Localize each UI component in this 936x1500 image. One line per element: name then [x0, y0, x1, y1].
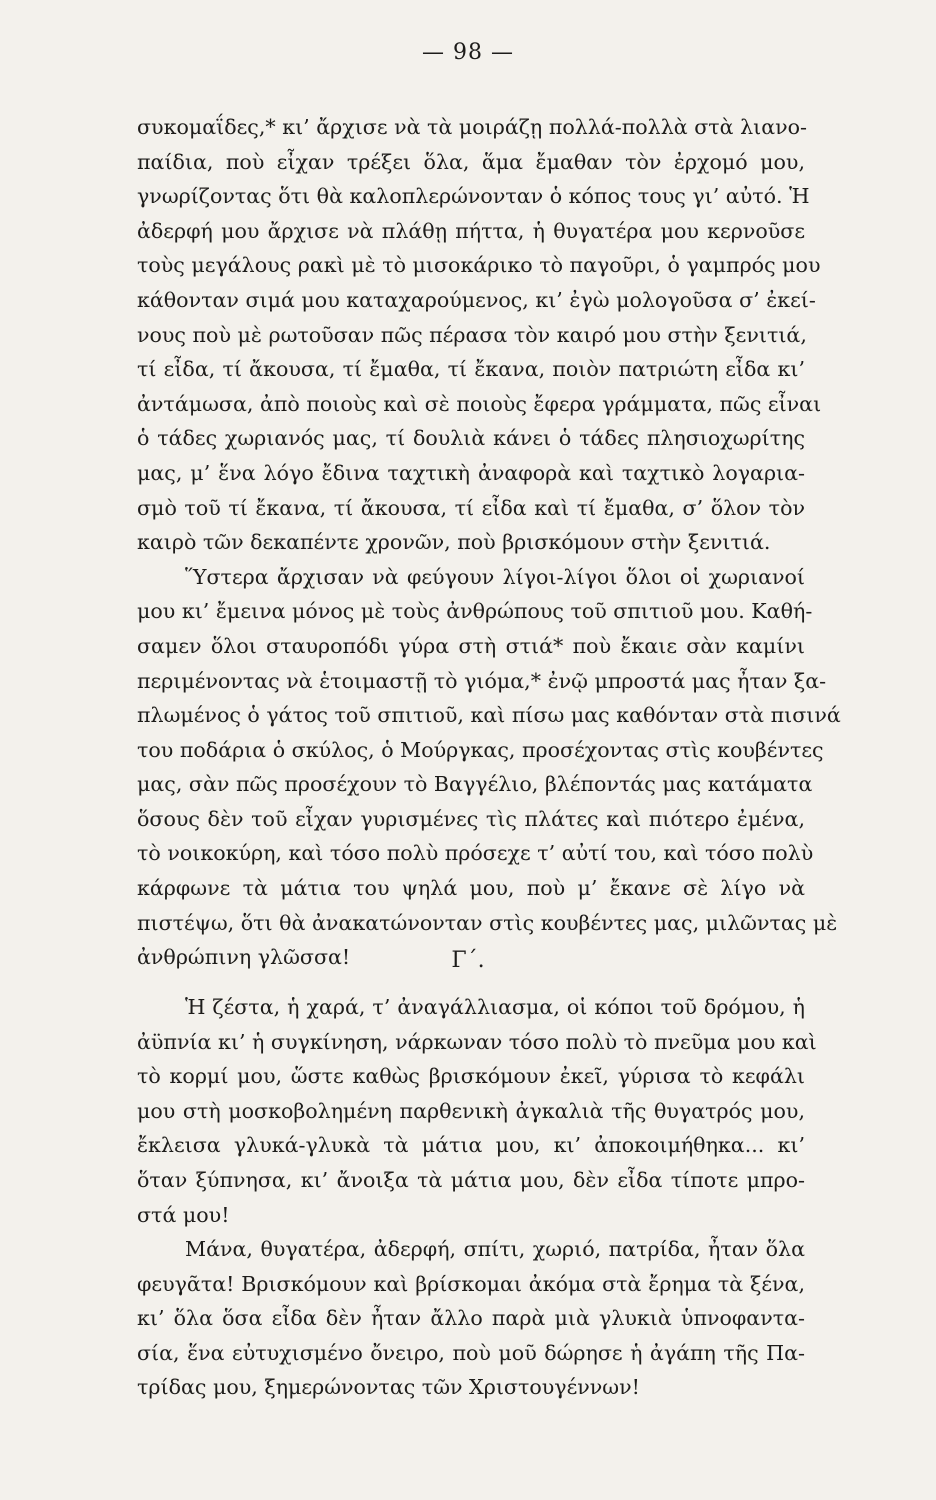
text-line: τί εἶδα, τί ἄκουσα, τί ἔμαθα, τί ἔκανα, ποιὸν πατριώτη εἶδα κι’ [137, 357, 805, 382]
text-line: κάθονταν σιμά μου καταχαρούμενος, κι’ ἐγὼ μολογοῦσα σ’ ἐκεί- [137, 287, 816, 312]
text-line: νους ποὺ μὲ ρωτοῦσαν πῶς πέρασα τὸν καιρό μου στὴν ξενιτιά, [137, 322, 807, 347]
text-line: σία, ἕνα εὐτυχισμένο ὄνειρο, ποὺ μοῦ δώρησε ἡ ἀγάπη τῆς Πα- [137, 1340, 805, 1365]
text-line: κάρφωνε τὰ μάτια του ψηλά μου, ποὺ μ’ ἔκανε σὲ λίγο νὰ [137, 876, 805, 901]
text-line: κι’ ὅλα ὅσα εἶδα δὲν ἦταν ἄλλο παρὰ μιὰ γλυκιὰ ὑπνοφαντα- [137, 1306, 805, 1331]
paragraph [137, 990, 817, 1232]
text-line: ἀϋπνία κι’ ἡ συγκίνηση, νάρκωναν τόσο πολὺ τὸ πνεῦμα μου καὶ [137, 1029, 817, 1054]
text-line: περιμένοντας νὰ ἑτοιμαστῇ τὸ γιόμα,* ἐνῷ μπροστά μας ἦταν ξα- [137, 668, 827, 693]
text-line: συκομαΐδες,* κι’ ἄρχισε νὰ τὰ μοιράζῃ πολλά-πολλὰ στὰ λιανο- [137, 115, 808, 139]
text-line: ἔκλεισα γλυκά-γλυκὰ τὰ μάτια μου, κι’ ἀποκοιμήθηκα... κι’ [137, 1133, 805, 1158]
text-line: τὸ κορμί μου, ὥστε καθὼς βρισκόμουν ἐκεῖ, γύρισα τὸ κεφάλι [137, 1064, 805, 1089]
paragraph-block-lower [137, 1232, 805, 1405]
paragraph-block-middle [137, 990, 817, 1232]
paragraph [137, 1232, 805, 1405]
text-line: Μάνα, θυγατέρα, ἀδερφή, σπίτι, χωριό, πατρίδα, ἦταν ὅλα [185, 1237, 805, 1261]
paragraph [137, 110, 822, 560]
text-line: πλωμένος ὁ γάτος τοῦ σπιτιοῦ, καὶ πίσω μας καθόνταν στὰ πισινά [137, 703, 841, 728]
page-number: — 98 — [422, 40, 514, 65]
text-line: ὅταν ξύπνησα, κι’ ἄνοιξα τὰ μάτια μου, δὲν εἶδα τίποτε μπρο- [137, 1167, 805, 1192]
text-line: πιστέψω, ὅτι θὰ ἀνακατώνονταν στὶς κουβέντες μας, μιλῶντας μὲ [137, 910, 838, 935]
text-line: μου στὴ μοσκοβολημένη παρθενικὴ ἀγκαλιὰ τῆς θυγατρός μου, [137, 1098, 805, 1123]
text-line: ὁ τάδες χωριανός μας, τί δουλιὰ κάνει ὁ τάδες πλησιοχωρίτης [137, 426, 805, 451]
text-line: τρίδας μου, ξημερώνοντας τῶν Χριστουγέννων! [137, 1375, 640, 1400]
text-line: σαμεν ὅλοι σταυροπόδι γύρα στὴ στιά* ποὺ ἔκαιε σὰν καμίνι [137, 633, 805, 658]
section-heading: Γ΄. [451, 948, 485, 973]
text-line: ἀνθρώπινη γλῶσσα! [137, 945, 351, 970]
text-line: τοὺς μεγάλους ρακὶ μὲ τὸ μισοκάρικο τὸ παγοῦρι, ὁ γαμπρός μου [137, 253, 821, 278]
text-line: στά μου! [137, 1202, 230, 1227]
text-line: ἀντάμωσα, ἀπὸ ποιοὺς καὶ σὲ ποιοὺς ἔφερα γράμματα, πῶς εἶναι [137, 391, 822, 416]
text-line: ὅσους δὲν τοῦ εἶχαν γυρισμένες τὶς πλάτες καὶ πιότερο ἐμένα, [137, 806, 805, 831]
text-line: Ὕστερα ἄρχισαν νὰ φεύγουν λίγοι-λίγοι ὅλοι οἱ χωριανοί [185, 564, 805, 589]
text-line: καιρὸ τῶν δεκαπέντε χρονῶν, ποὺ βρισκόμουν στὴν ξενιτιά. [137, 530, 771, 555]
text-line: παίδια, ποὺ εἶχαν τρέξει ὅλα, ἅμα ἔμαθαν τὸν ἐρχομό μου, [137, 149, 805, 174]
text-line: Ἡ ζέστα, ἡ χαρά, τ’ ἀναγάλλιασμα, οἱ κόποι τοῦ δρόμου, ἡ [185, 995, 805, 1019]
text-line: μου κι’ ἔμεινα μόνος μὲ τοὺς ἀνθρώπους τοῦ σπιτιοῦ μου. Καθή- [137, 599, 813, 624]
text-line: μας, σὰν πῶς προσέχουν τὸ Βαγγέλιο, βλέποντάς μας κατάματα [137, 772, 813, 797]
paragraph-block-upper [137, 110, 841, 975]
text-line: του ποδάρια ὁ σκύλος, ὁ Μούργκας, προσέχοντας στὶς κουβέντες [137, 737, 824, 762]
text-line: φευγᾶτα! Βρισκόμουν καὶ βρίσκομαι ἀκόμα στὰ ἔρημα τὰ ξένα, [137, 1271, 805, 1296]
paragraph [137, 560, 841, 975]
text-line: μας, μ’ ἕνα λόγο ἔδινα ταχτικὴ ἀναφορὰ καὶ ταχτικὸ λογαρια- [137, 460, 805, 485]
text-line: γνωρίζοντας ὅτι θὰ καλοπλερώνονταν ὁ κόπος τους γι’ αὐτό. Ἡ [137, 184, 810, 209]
text-line: σμὸ τοῦ τί ἔκανα, τί ἄκουσα, τί εἶδα καὶ τί ἔμαθα, σ’ ὅλον τὸν [137, 495, 805, 520]
text-line: τὸ νοικοκύρη, καὶ τόσο πολὺ πρόσεχε τ’ αὐτί του, καὶ τόσο πολὺ [137, 841, 814, 866]
text-line: ἀδερφή μου ἄρχισε νὰ πλάθῃ πήττα, ἡ θυγατέρα μου κερνοῦσε [137, 218, 805, 243]
